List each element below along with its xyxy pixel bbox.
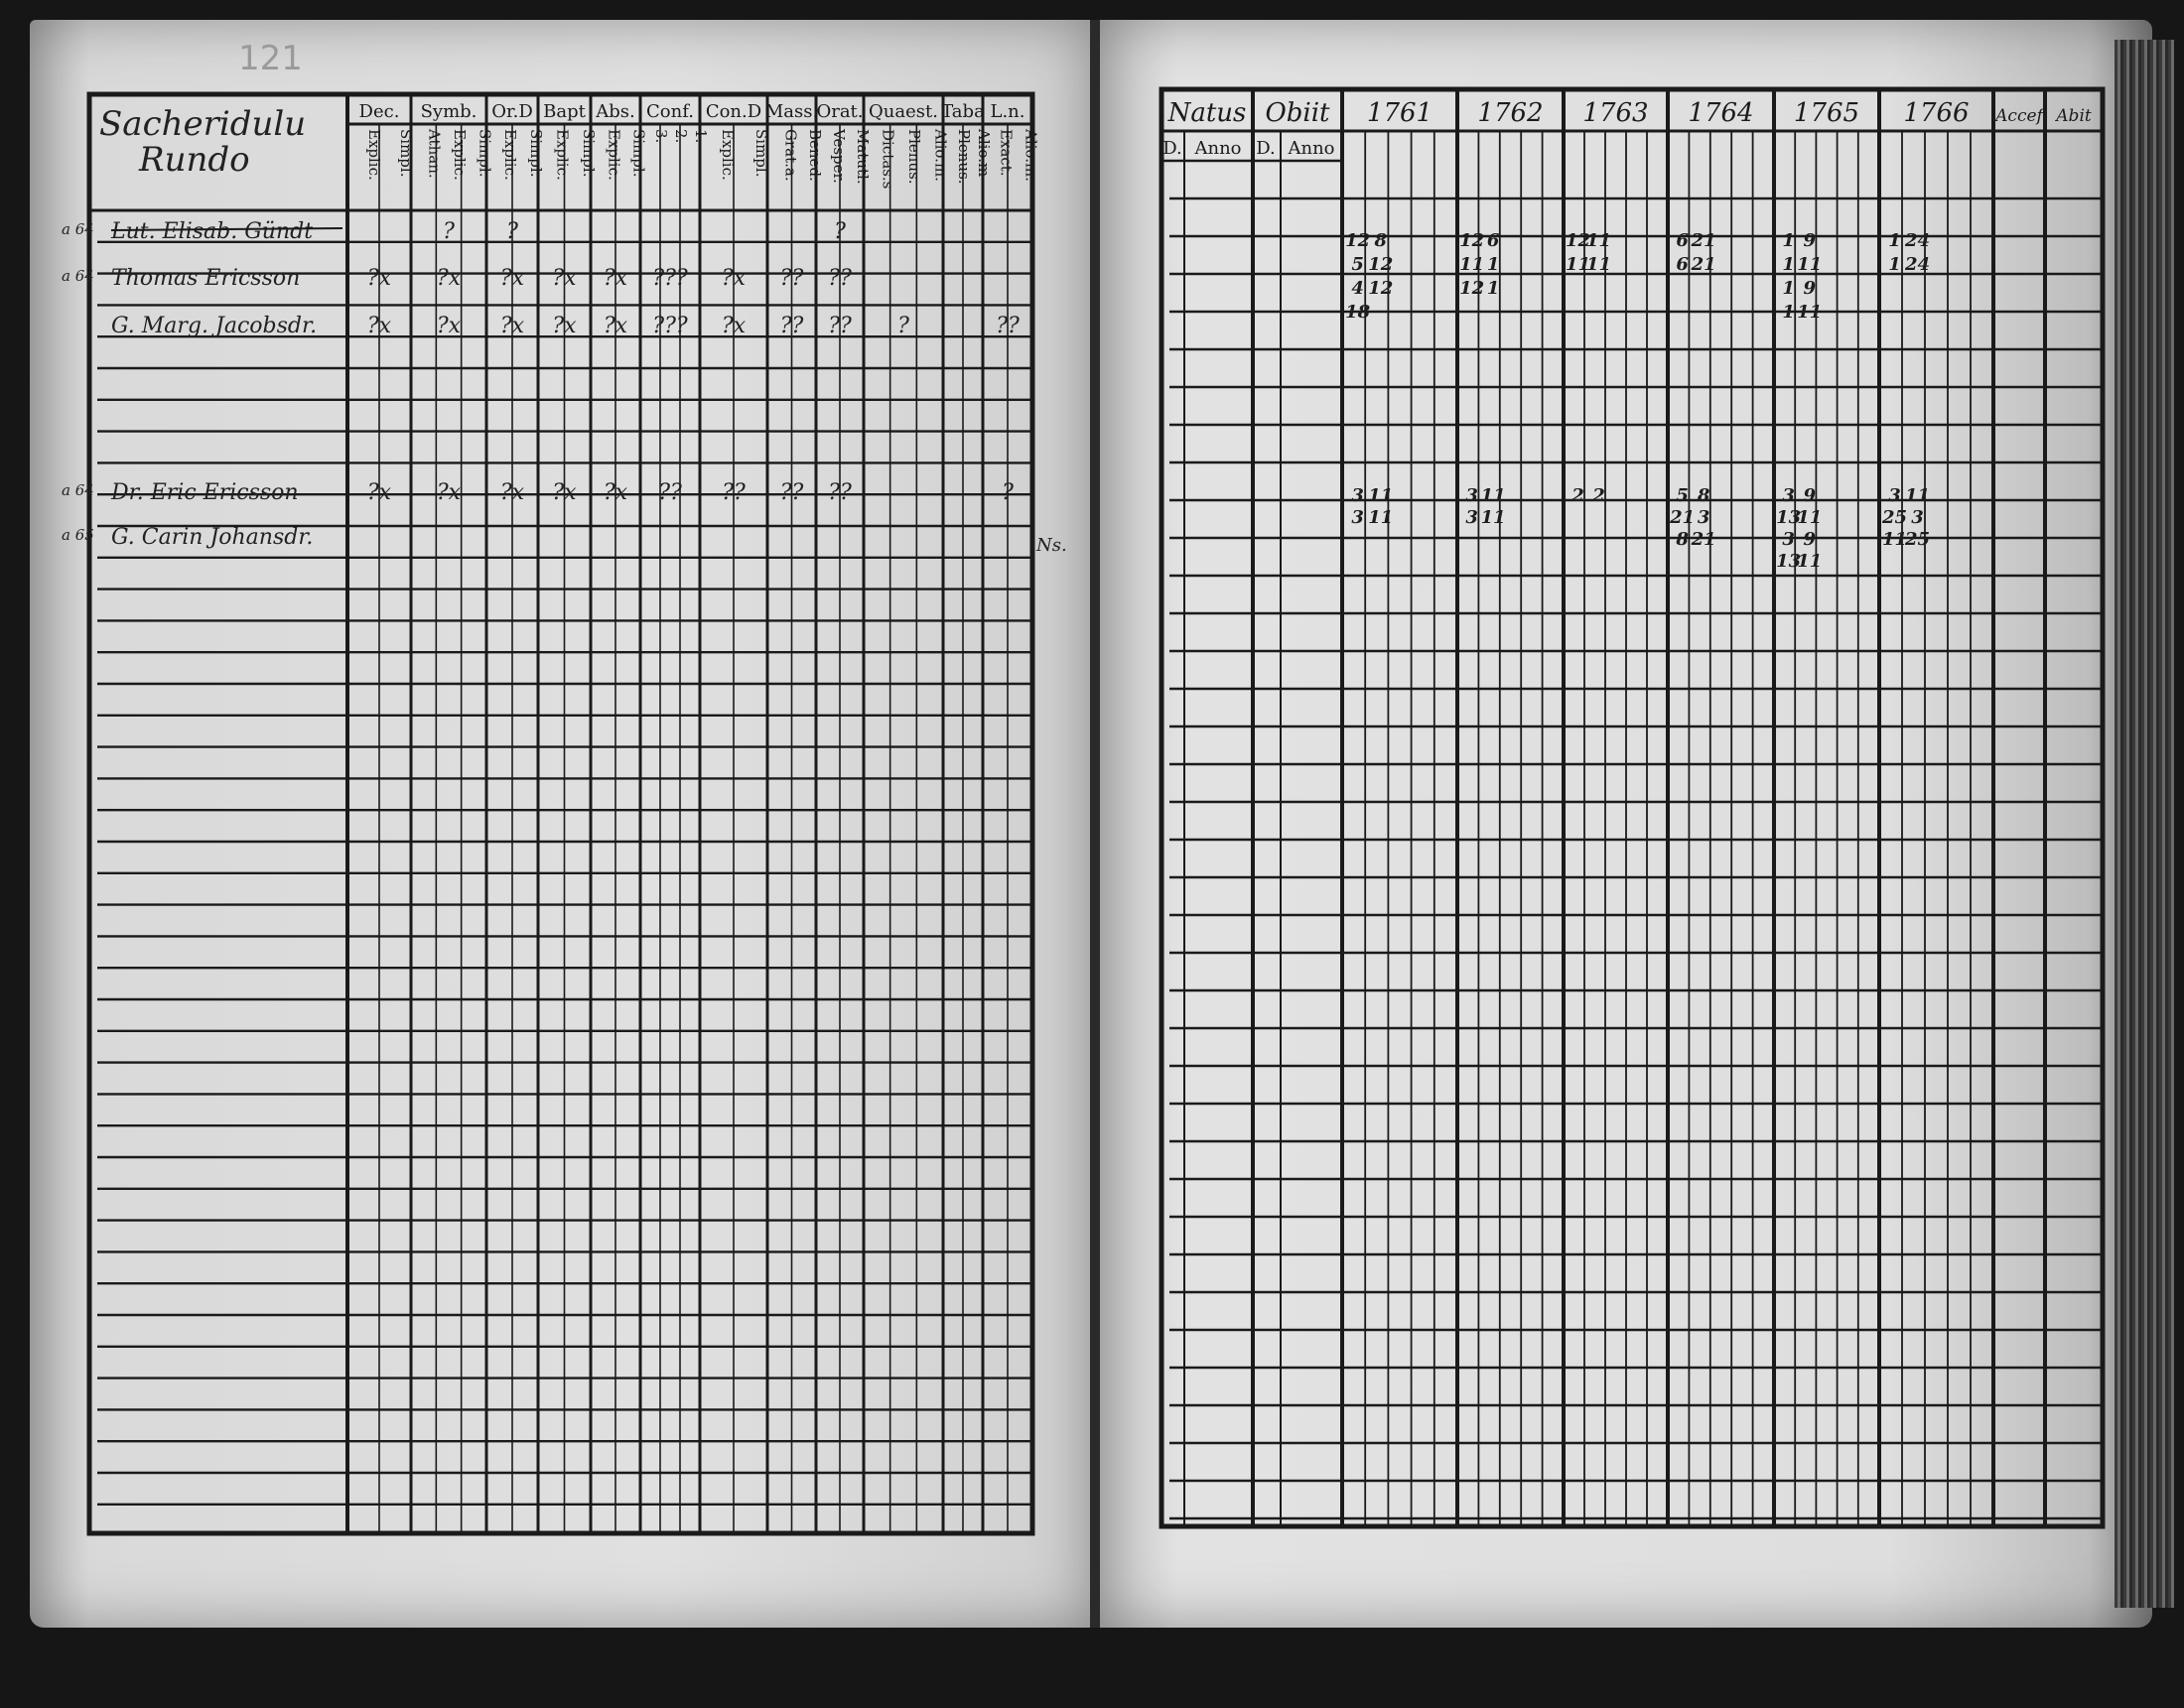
column-subheader: Simpl. bbox=[397, 129, 415, 178]
margin-note: a 64 bbox=[62, 220, 94, 238]
column-subheader: 3. bbox=[652, 129, 670, 144]
year-value: 3 bbox=[1782, 485, 1795, 506]
year-value: 6 bbox=[1486, 230, 1500, 251]
catechism-mark: ? bbox=[506, 219, 518, 244]
column-header-0: Dec. bbox=[358, 101, 400, 122]
catechism-mark: ?x bbox=[436, 314, 462, 338]
year-value: 12 bbox=[1345, 230, 1371, 251]
year-value: 1 bbox=[1782, 230, 1795, 251]
year-value: 11 bbox=[1797, 302, 1823, 323]
column-subheader: Bened. bbox=[805, 129, 824, 182]
year-header-4: 1763 bbox=[1582, 98, 1649, 128]
side-note: Ns. bbox=[1036, 535, 1067, 556]
year-value: 1 bbox=[1486, 254, 1500, 275]
column-subheader: Matutl. bbox=[854, 129, 872, 185]
column-subheader: Explic. bbox=[553, 129, 572, 181]
name-header-line-2: Rundo bbox=[139, 140, 250, 180]
column-header-9: Quaest. bbox=[869, 101, 938, 122]
column-header-10: Taba bbox=[941, 101, 985, 122]
year-value: 25 bbox=[1904, 529, 1931, 550]
column-header-1: Symb. bbox=[420, 101, 478, 122]
catechism-mark: ?? bbox=[779, 266, 804, 291]
year-header-9: Abit bbox=[2056, 106, 2092, 126]
year-value: 11 bbox=[1480, 485, 1506, 506]
year-value: 11 bbox=[1585, 254, 1612, 275]
person-name: G. Marg. Jacobsdr. bbox=[111, 314, 318, 338]
column-header-6: Con.D bbox=[705, 101, 762, 122]
catechism-mark: ?x bbox=[366, 314, 392, 338]
catechism-mark: ?? bbox=[828, 266, 852, 291]
column-subheader: Exact. bbox=[997, 129, 1016, 177]
year-header-5: 1764 bbox=[1688, 98, 1754, 128]
year-value: 3 bbox=[1697, 507, 1710, 528]
catechism-mark: ?x bbox=[499, 266, 525, 291]
margin-note: a 65 bbox=[62, 526, 94, 544]
column-header-4: Abs. bbox=[596, 101, 635, 122]
year-value: 11 bbox=[1881, 529, 1908, 550]
year-value: 21 bbox=[1691, 254, 1716, 275]
year-value: 11 bbox=[1797, 551, 1823, 572]
year-value: 1 bbox=[1782, 254, 1795, 275]
catechism-mark: ? bbox=[1002, 480, 1014, 505]
year-value: 12 bbox=[1368, 278, 1394, 299]
column-subheader: Simpl. bbox=[752, 129, 770, 178]
right-table-border bbox=[1161, 89, 2103, 1526]
column-header-7: Mass. bbox=[764, 101, 819, 122]
year-value: 9 bbox=[1803, 529, 1817, 550]
year-value: 3 bbox=[1351, 507, 1364, 528]
column-subheader: Alio.m. bbox=[931, 129, 950, 182]
column-subheader: Simpl. bbox=[527, 129, 545, 178]
catechism-mark: ?x bbox=[436, 266, 462, 291]
column-subheader: 1. bbox=[692, 129, 710, 144]
year-value: 11 bbox=[1368, 507, 1394, 528]
year-value: 6 bbox=[1676, 230, 1689, 251]
catechism-mark: ?x bbox=[366, 266, 392, 291]
folio-number: 121 bbox=[238, 39, 303, 78]
column-header-8: Orat. bbox=[816, 101, 864, 122]
year-value: 11 bbox=[1368, 485, 1394, 506]
year-value: 8 bbox=[1374, 230, 1388, 251]
year-value: 1 bbox=[1486, 278, 1500, 299]
catechism-mark: ?x bbox=[721, 314, 747, 338]
year-value: 12 bbox=[1368, 254, 1394, 275]
year-value: 2 bbox=[1571, 485, 1584, 506]
year-value: 12 bbox=[1459, 230, 1485, 251]
year-header-7: 1766 bbox=[1903, 98, 1970, 128]
year-header-2: 1761 bbox=[1366, 98, 1433, 128]
year-header-1: Obiit bbox=[1265, 98, 1330, 128]
person-name: Lut. Elisab. Gündt bbox=[111, 219, 314, 244]
subheader-natus-day: D. bbox=[1162, 138, 1182, 159]
year-value: 3 bbox=[1465, 485, 1478, 506]
left-page-table bbox=[89, 94, 1032, 1533]
catechism-mark: ? bbox=[443, 219, 455, 244]
column-subheader: Dictas.s bbox=[879, 129, 897, 190]
column-subheader: Simpl. bbox=[476, 129, 494, 178]
year-value: 12 bbox=[1459, 278, 1485, 299]
column-subheader: Explic. bbox=[365, 129, 383, 181]
year-value: 24 bbox=[1904, 254, 1931, 275]
year-header-3: 1762 bbox=[1477, 98, 1544, 128]
name-header-line-1: Sacheridulu bbox=[99, 104, 307, 144]
year-value: 12 bbox=[1565, 230, 1591, 251]
year-value: 11 bbox=[1797, 254, 1823, 275]
column-subheader: Explic. bbox=[605, 129, 623, 181]
year-value: 11 bbox=[1459, 254, 1485, 275]
left-table-border bbox=[89, 94, 1032, 1533]
year-value: 18 bbox=[1345, 302, 1371, 323]
year-header-0: Natus bbox=[1167, 98, 1247, 128]
year-value: 3 bbox=[1911, 507, 1924, 528]
catechism-mark: ?x bbox=[552, 314, 577, 338]
catechism-mark: ?x bbox=[603, 266, 628, 291]
year-value: 1 bbox=[1782, 302, 1795, 323]
catechism-mark: ?? bbox=[828, 480, 852, 505]
column-subheader: Plenus. bbox=[905, 129, 923, 185]
year-value: 13 bbox=[1776, 507, 1802, 528]
year-value: 3 bbox=[1465, 507, 1478, 528]
catechism-mark: ?x bbox=[603, 480, 628, 505]
catechism-mark: ?x bbox=[366, 480, 392, 505]
column-header-5: Conf. bbox=[646, 101, 694, 122]
column-subheader: Simpl. bbox=[629, 129, 648, 178]
catechism-mark: ?x bbox=[552, 266, 577, 291]
catechism-mark: ?x bbox=[499, 480, 525, 505]
catechism-mark: ? bbox=[834, 219, 846, 244]
year-value: 6 bbox=[1676, 254, 1689, 275]
catechism-mark: ??? bbox=[652, 266, 688, 291]
catechism-mark: ?? bbox=[779, 314, 804, 338]
catechism-mark: ?x bbox=[603, 314, 628, 338]
year-value: 2 bbox=[1592, 485, 1605, 506]
year-value: 1 bbox=[1888, 230, 1901, 251]
column-header-2: Or.D bbox=[491, 101, 533, 122]
catechism-mark: ?x bbox=[552, 480, 577, 505]
column-header-11: L.n. bbox=[990, 101, 1025, 122]
person-name: G. Carin Johansdr. bbox=[111, 525, 314, 550]
year-value: 25 bbox=[1881, 507, 1908, 528]
year-value: 5 bbox=[1676, 485, 1689, 506]
column-subheader: Athan. bbox=[425, 129, 444, 179]
year-value: 21 bbox=[1691, 529, 1716, 550]
catechism-mark: ?? bbox=[722, 480, 746, 505]
year-value: 11 bbox=[1797, 507, 1823, 528]
year-value: 5 bbox=[1351, 254, 1364, 275]
catechism-mark: ? bbox=[897, 314, 909, 338]
year-value: 9 bbox=[1803, 230, 1817, 251]
year-value: 3 bbox=[1888, 485, 1901, 506]
column-subheader: Explic. bbox=[719, 129, 737, 181]
right-page-table bbox=[1161, 89, 2103, 1526]
subheader-obiit-year: Anno bbox=[1288, 138, 1335, 159]
person-name: Dr. Eric Ericsson bbox=[111, 480, 299, 505]
catechism-mark: ??? bbox=[652, 314, 688, 338]
year-value: 9 bbox=[1803, 278, 1817, 299]
catechism-mark: ?? bbox=[828, 314, 852, 338]
column-subheader: Alio.m bbox=[975, 129, 993, 178]
column-subheader: Explic. bbox=[451, 129, 469, 181]
column-subheader: Simpl. bbox=[579, 129, 598, 178]
year-value: 21 bbox=[1691, 230, 1716, 251]
year-value: 21 bbox=[1670, 507, 1696, 528]
column-subheader: Grat.a. bbox=[781, 129, 800, 182]
year-value: 8 bbox=[1697, 485, 1710, 506]
year-value: 8 bbox=[1676, 529, 1689, 550]
catechism-mark: ?? bbox=[779, 480, 804, 505]
year-value: 11 bbox=[1480, 507, 1506, 528]
year-value: 11 bbox=[1904, 485, 1931, 506]
column-subheader: Vesper. bbox=[830, 129, 848, 184]
column-subheader: Alio.m. bbox=[1022, 129, 1040, 182]
year-value: 3 bbox=[1351, 485, 1364, 506]
year-value: 24 bbox=[1904, 230, 1931, 251]
catechism-mark: ?? bbox=[996, 314, 1020, 338]
year-value: 13 bbox=[1776, 551, 1802, 572]
year-value: 11 bbox=[1585, 230, 1612, 251]
year-header-8: Accef bbox=[1995, 106, 2043, 126]
subheader-obiit-day: D. bbox=[1256, 138, 1276, 159]
year-value: 4 bbox=[1351, 278, 1364, 299]
person-name: Thomas Ericsson bbox=[111, 266, 301, 291]
catechism-mark: ?? bbox=[658, 480, 682, 505]
year-value: 3 bbox=[1782, 529, 1795, 550]
column-subheader: Plenus. bbox=[955, 129, 973, 185]
column-header-3: Bapt bbox=[543, 101, 586, 122]
column-subheader: 2. bbox=[672, 129, 690, 144]
column-subheader: Explic. bbox=[501, 129, 519, 181]
year-header-6: 1765 bbox=[1793, 98, 1860, 128]
margin-note: a 64 bbox=[62, 267, 94, 285]
catechism-mark: ?x bbox=[436, 480, 462, 505]
year-value: 11 bbox=[1565, 254, 1591, 275]
year-value: 1 bbox=[1782, 278, 1795, 299]
margin-note: a 64 bbox=[62, 481, 94, 499]
catechism-mark: ?x bbox=[721, 266, 747, 291]
catechism-mark: ?x bbox=[499, 314, 525, 338]
year-value: 1 bbox=[1888, 254, 1901, 275]
year-value: 9 bbox=[1803, 485, 1817, 506]
subheader-natus-year: Anno bbox=[1194, 138, 1242, 159]
